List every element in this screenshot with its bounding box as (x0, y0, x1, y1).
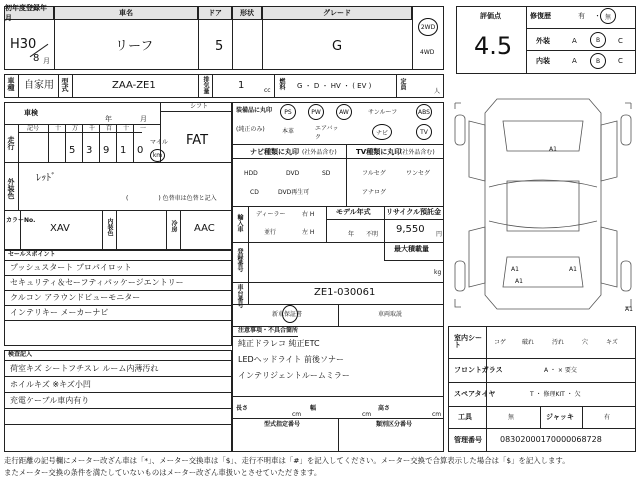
mileage-digit: 5 (69, 145, 76, 156)
class-label: 車種 (7, 77, 15, 91)
inspector-line: 荷室キズ シートフチスレ ルーム内薄汚れ (10, 364, 159, 373)
interior-c: C (618, 57, 623, 65)
mgmt-label: 管理番号 (454, 436, 482, 444)
sales-point-line: プッシュスタート プロパイロット (10, 263, 132, 272)
score-label: 評価点 (480, 12, 501, 20)
length-label: 長さ (236, 405, 249, 412)
exterior-c: C (618, 37, 623, 45)
car-name: リーフ (115, 39, 154, 54)
notes-label: 注意事項・不具合箇所 (238, 327, 299, 334)
equip-aw: AW (336, 104, 352, 120)
recycle-value: 9,550 (396, 224, 425, 235)
category-no-label: 類別区分番号 (376, 421, 413, 428)
notes-line: 純正ドラレコ 純正ETC (238, 339, 320, 348)
sales-point-line: セキュリティ＆セーフティパッケージエントリー (10, 278, 184, 287)
repair-sep: ・ (594, 12, 601, 20)
persons-unit: 人 (434, 88, 441, 95)
reg-no-label: 登録番号 (236, 248, 243, 272)
spare-label: スペアタイヤ (454, 390, 496, 398)
equip-pw: PW (308, 104, 324, 120)
doors-label: ドア (198, 6, 232, 20)
exterior-b-circle (590, 32, 606, 48)
score-value: 4.5 (474, 32, 513, 60)
repair-no-circle (600, 8, 616, 24)
max-load-kg: kg (434, 269, 442, 276)
notes-line: インテリジェントルームミラー (238, 371, 350, 380)
shape-label: 形状 (232, 6, 262, 20)
damage-a1: A1 (511, 266, 519, 273)
exterior-label: 外装 (536, 37, 550, 45)
import-dealer: ディーラー (256, 211, 286, 218)
equip-airbag: エアバック (315, 125, 339, 141)
grade-label: グレード (262, 6, 412, 20)
shift-value: FAT (186, 133, 209, 148)
manual-label: 車両取説 (378, 311, 403, 318)
drive-4wd: 4WD (420, 49, 435, 56)
seat-option: コゲ (494, 339, 507, 346)
footer-note: またメーター交換の条件を満たしていないものはメーター改ざん車扱いとさせていただきます。 (4, 468, 322, 477)
width-label: 幅 (310, 405, 317, 412)
equip-leather: 本革 (282, 128, 295, 135)
glass-options: A ・ × 要交 (544, 367, 577, 374)
seat-label: 室内シート (454, 334, 482, 349)
seat-option: 破れ (522, 339, 535, 346)
interior-a: A (572, 57, 577, 65)
first-reg-year: H30 (10, 37, 37, 52)
km-label: km (152, 152, 163, 159)
interior-b: B (595, 57, 601, 65)
first-reg-month: 8 (33, 53, 40, 64)
spare-options: T ・ 修理KIT ・ 欠 (530, 391, 581, 398)
damage-a1: A1 (515, 278, 523, 285)
notes-line: LEDヘッドライト 前後ソナー (238, 355, 344, 364)
cc-unit: cc (264, 87, 271, 94)
model-year-unknown: 不明 (366, 231, 379, 238)
mileage-digit: 9 (103, 145, 110, 156)
jack-value: 有 (604, 414, 611, 421)
mileage-header-0: 記号 (27, 125, 40, 132)
shift-label: シフト (190, 103, 209, 110)
color-note: ( ) 色替車は色替と記入 (126, 195, 217, 202)
displacement-label: 排気量 (202, 76, 209, 94)
exterior-a: A (572, 37, 577, 45)
equip-ps: PS (280, 104, 296, 120)
mileage-header-1: 十 (55, 125, 62, 132)
damage-a1: A1 (569, 266, 577, 273)
tv-option: アナログ (362, 189, 387, 196)
repair-label: 修復歴 (530, 12, 551, 20)
equip-navi: ナビ (372, 124, 392, 140)
mileage-header-6: 一 (140, 125, 147, 132)
fuel-label: 燃料 (278, 78, 285, 90)
import-label: 輸入車 (236, 214, 243, 232)
grade-value: G (332, 39, 343, 54)
drive-2wd: 2WD (420, 23, 436, 31)
exterior-b: B (595, 36, 601, 44)
damage-a1: A1 (625, 306, 633, 313)
navi-sub: (社外品含む) (302, 149, 337, 156)
import-right: 右 H (302, 211, 315, 218)
navi-label: ナビ種類に丸印 (250, 148, 299, 156)
footer-note: 走行距離の記号欄にメーター改ざん車は「*」、メーター交換車は「$」、走行不明車は「#」を記入してください。メーター交換で合算表示した場合は「$」を記入します。 (4, 456, 570, 465)
mileage-digit: 1 (120, 145, 127, 156)
color-no-label: カラーNo. (6, 217, 36, 224)
mile-label: マイル (150, 139, 168, 146)
ev-circle (364, 78, 390, 94)
equip-sunroof: サンルーフ (368, 109, 398, 116)
km-circle (150, 149, 165, 162)
fuel-options: G ・ D ・ HV ・ ( EV ) (297, 82, 372, 90)
warranty-circle (282, 305, 298, 323)
interior-b-circle (590, 53, 606, 69)
car-diagram (448, 80, 636, 326)
seat-option: キズ (606, 339, 618, 346)
model-value: ZAA-ZE1 (112, 80, 156, 91)
car-name-label: 車名 (54, 6, 198, 20)
class-value: 自家用 (24, 80, 54, 91)
mileage-header-4: 百 (106, 125, 113, 132)
tv-option: フルセグ (362, 170, 386, 177)
navi-option: DVD再生可 (278, 189, 310, 196)
model-label: 型式 (61, 78, 69, 92)
repair-no: 無 (604, 13, 611, 21)
seat-option: 汚れ (552, 339, 565, 346)
import-parallel: 並行 (264, 229, 277, 236)
jack-label: ジャッキ (546, 413, 574, 421)
month-unit: 月 (43, 57, 50, 65)
navi-option: CD (250, 189, 259, 196)
import-left: 左 H (302, 229, 315, 236)
ac-label: 冷房 (170, 220, 177, 232)
inspector-line: ホイルキズ ※キズ小凹 (10, 380, 91, 389)
max-load-label: 最大積載量 (394, 245, 429, 253)
sales-points-label: セールスポイント (8, 251, 56, 258)
inspection-year-unit: 年 (105, 115, 112, 123)
mileage-header-3: 千 (89, 125, 96, 132)
vin-label: 車台番号 (236, 284, 243, 308)
damage-a1: A1 (549, 146, 557, 153)
color-no-value: XAV (50, 223, 70, 234)
repair-yes: 有 (578, 12, 585, 20)
mileage-digit: 3 (86, 145, 93, 156)
mileage-digit: 0 (137, 145, 144, 156)
height-label: 高さ (378, 405, 391, 412)
first-reg-label: 初年度登録年月 (4, 6, 54, 20)
interior-color-label: 内装色 (106, 218, 113, 236)
length-cm: cm (292, 411, 302, 418)
warranty-label: 新車保証書 (272, 311, 303, 318)
sales-point-line: クルコン アラウンドビューモニター (10, 293, 141, 302)
inspection-month-unit: 月 (140, 115, 147, 123)
color-value: ﾚｯﾄﾞ (36, 173, 56, 184)
ac-value: AAC (194, 223, 215, 234)
inspection-label: 車検 (24, 109, 38, 117)
equipment-label: 装備品に丸印 (236, 107, 273, 114)
equipment-sub: (純正のみ) (236, 126, 265, 133)
mileage-header-5: 十 (123, 125, 130, 132)
tv-sub: (社外品含む) (400, 149, 435, 156)
equip-tv: TV (416, 124, 432, 140)
glass-label: フロントガラス (454, 366, 503, 374)
equip-abs: ABS (416, 104, 432, 120)
width-cm: cm (362, 411, 372, 418)
vin-value: ZE1-030061 (314, 287, 376, 298)
capacity-label: 定員 (399, 78, 406, 90)
seat-option: 穴 (582, 339, 589, 346)
drive-2wd-circle (418, 18, 438, 36)
displacement-value: 1 (238, 80, 245, 91)
mileage-header-2: 万 (72, 125, 79, 132)
doors-value: 5 (215, 39, 224, 54)
tv-option: ワンセグ (406, 170, 431, 177)
sales-point-line: インテリキー メーカーナビ (10, 308, 109, 317)
model-year-label: モデル年式 (336, 208, 371, 216)
inspector-label: 検査記入 (8, 351, 33, 358)
type-no-label: 型式指定番号 (264, 421, 301, 428)
mileage-label: 走行 (7, 136, 15, 150)
interior-label: 内装 (536, 57, 550, 65)
recycle-label: リサイクル預託金 (386, 208, 442, 216)
model-year-unit: 年 (348, 231, 355, 238)
tv-label: TV種類に丸印 (356, 148, 402, 156)
height-cm: cm (432, 411, 442, 418)
navi-option: DVD (286, 170, 300, 177)
recycle-yen: 円 (436, 231, 443, 238)
tools-label: 工具 (458, 413, 472, 421)
tools-value: 無 (508, 414, 515, 421)
inspector-line: 充電ケーブル車内有り (10, 396, 90, 405)
navi-option: SD (322, 170, 331, 177)
car-outline-diagram (449, 81, 637, 327)
mgmt-value: 08302000170000068728 (500, 435, 602, 444)
color-label: 外装色 (7, 178, 15, 199)
navi-option: HDD (244, 170, 258, 177)
